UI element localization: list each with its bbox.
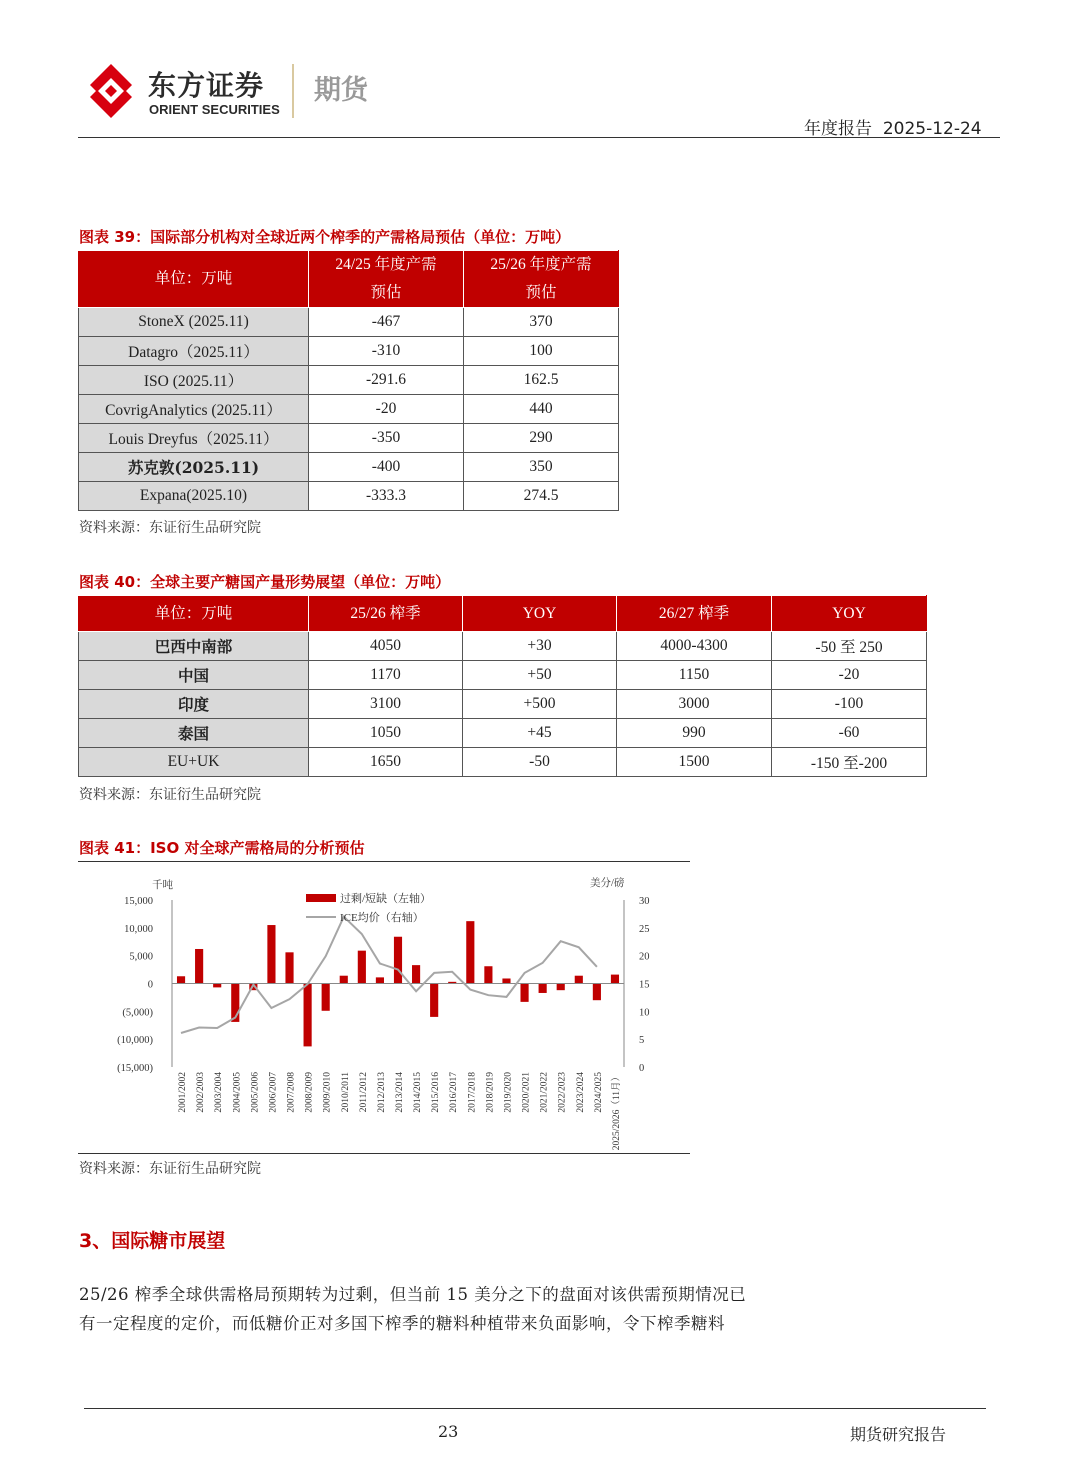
- table-row: [79, 661, 927, 690]
- x-tick-label: 2018/2019: [485, 1072, 496, 1113]
- division-label: 期货: [314, 75, 368, 106]
- right-tick-label: 30: [639, 896, 650, 907]
- fig40-header-cell: 26/27 榨季: [617, 596, 772, 632]
- left-tick-label: 0: [147, 979, 153, 991]
- x-tick-label: 2019/2020: [503, 1072, 514, 1113]
- footer-rule: [84, 1408, 986, 1409]
- row-label: ISO (2025.11）: [79, 366, 309, 395]
- row-label: 中国: [79, 661, 309, 690]
- report-date: 2025-12-24: [882, 119, 982, 139]
- x-tick-label: 2022/2023: [557, 1072, 568, 1113]
- table-row: [79, 337, 619, 366]
- bar-surplus-deficit: [322, 984, 330, 1011]
- row-label: 巴西中南部: [79, 632, 309, 661]
- bar-surplus-deficit: [213, 984, 221, 988]
- cell: -333.3: [309, 482, 464, 511]
- cell: 162.5: [464, 366, 619, 395]
- cell: 100: [464, 337, 619, 366]
- fig40-source: 资料来源：东证衍生品研究院: [79, 787, 261, 803]
- x-tick-label: 2004/2005: [232, 1072, 243, 1113]
- bar-surplus-deficit: [267, 925, 275, 983]
- cell: 4050: [309, 632, 463, 661]
- report-type-label: 年度报告: [804, 119, 872, 139]
- company-name-en: ORIENT SECURITIES: [149, 102, 280, 117]
- left-tick-label: (15,000): [117, 1063, 153, 1074]
- fig39-header-cell: 25/26 年度产需 预估: [464, 251, 619, 308]
- bar-surplus-deficit: [304, 984, 312, 1047]
- right-tick-label: 5: [639, 1035, 645, 1047]
- bar-surplus-deficit: [520, 984, 528, 1002]
- legend-bar-swatch: [306, 894, 336, 902]
- left-axis-unit: 千吨: [152, 880, 173, 891]
- cell: -350: [309, 424, 464, 453]
- fig40-header-cell: 单位：万吨: [79, 596, 309, 632]
- cell: 290: [464, 424, 619, 453]
- x-tick-label: 2014/2015: [413, 1072, 424, 1113]
- cell: -291.6: [309, 366, 464, 395]
- bar-surplus-deficit: [593, 984, 601, 1001]
- line-ice-price: [181, 917, 597, 1033]
- table-row: [79, 308, 619, 337]
- cell: 1050: [309, 719, 463, 748]
- bar-surplus-deficit: [466, 921, 474, 983]
- bar-surplus-deficit: [177, 976, 185, 983]
- bar-surplus-deficit: [340, 976, 348, 984]
- cell: +50: [463, 661, 617, 690]
- bar-surplus-deficit: [484, 966, 492, 983]
- right-tick-label: 15: [639, 979, 650, 991]
- row-label: Louis Dreyfus（2025.11）: [79, 424, 309, 453]
- legend-bar-label: 过剩/短缺（左轴）: [340, 893, 432, 905]
- row-label: 印度: [79, 690, 309, 719]
- fig40-header-cell: 25/26 榨季: [309, 596, 463, 632]
- left-tick-label: 5,000: [129, 951, 153, 963]
- row-label: Datagro（2025.11）: [79, 337, 309, 366]
- fig39-source: 资料来源：东证衍生品研究院: [79, 520, 261, 536]
- x-tick-label: 2015/2016: [431, 1072, 442, 1113]
- bar-surplus-deficit: [557, 984, 565, 991]
- x-tick-label: 2024/2025: [593, 1072, 604, 1113]
- fig41-title: 图表 41：ISO 对全球产需格局的分析预估: [79, 839, 365, 857]
- bar-surplus-deficit: [195, 949, 203, 984]
- x-tick-label: 2025/2026（11月）: [611, 1072, 622, 1151]
- fig39-header-cell: 24/25 年度产需 预估: [309, 251, 464, 308]
- row-label: 泰国: [79, 719, 309, 748]
- table-row: [79, 395, 619, 424]
- x-tick-label: 2006/2007: [268, 1072, 279, 1113]
- bar-surplus-deficit: [376, 977, 384, 983]
- legend-line-label: ICE均价（右轴）: [340, 912, 424, 924]
- cell: 274.5: [464, 482, 619, 511]
- right-tick-label: 0: [639, 1063, 645, 1074]
- x-tick-label: 2020/2021: [521, 1072, 532, 1113]
- bar-surplus-deficit: [412, 965, 420, 983]
- cell: 1150: [617, 661, 772, 690]
- x-tick-label: 2009/2010: [322, 1072, 333, 1113]
- fig40-header-cell: YOY: [772, 596, 927, 632]
- cell: -467: [309, 308, 464, 337]
- cell: -50 至 250: [772, 632, 927, 661]
- table-row: [79, 632, 927, 661]
- x-tick-label: 2012/2013: [376, 1072, 387, 1113]
- cell: 1650: [309, 748, 463, 777]
- company-name-cn: 东方证券: [148, 69, 265, 102]
- cell: -20: [309, 395, 464, 424]
- x-tick-label: 2005/2006: [250, 1072, 261, 1113]
- fig41-chart: [78, 864, 690, 1154]
- x-tick-label: 2016/2017: [449, 1072, 460, 1113]
- section-heading: 3、国际糖市展望: [79, 1230, 226, 1252]
- table-row: [79, 366, 619, 395]
- x-tick-label: 2021/2022: [539, 1072, 550, 1113]
- left-tick-label: 10,000: [124, 923, 153, 935]
- table-row: [79, 748, 927, 777]
- table-row: [79, 690, 927, 719]
- cell: 440: [464, 395, 619, 424]
- cell: 3100: [309, 690, 463, 719]
- fig39-table: [78, 250, 619, 511]
- bar-surplus-deficit: [394, 937, 402, 984]
- table-row: [79, 482, 619, 511]
- cell: -20: [772, 661, 927, 690]
- paragraph-line: 有一定程度的定价，而低糖价正对多国下榨季的糖料种植带来负面影响，令下榨季糖料: [79, 1314, 725, 1333]
- row-label: StoneX (2025.11): [79, 308, 309, 337]
- bar-surplus-deficit: [611, 975, 619, 984]
- table-row: [79, 424, 619, 453]
- fig41-top-rule: [78, 861, 690, 862]
- report-type: [804, 114, 982, 139]
- header-rule: [78, 137, 1000, 138]
- cell: -100: [772, 690, 927, 719]
- bar-surplus-deficit: [285, 952, 293, 983]
- bar-surplus-deficit: [539, 984, 547, 993]
- right-tick-label: 20: [639, 951, 650, 963]
- left-tick-label: (10,000): [117, 1035, 153, 1047]
- cell: -400: [309, 453, 464, 482]
- fig41-bottom-rule: [78, 1153, 690, 1154]
- cell: 990: [617, 719, 772, 748]
- cell: +45: [463, 719, 617, 748]
- x-tick-label: 2010/2011: [340, 1072, 351, 1113]
- left-tick-label: 15,000: [124, 896, 153, 907]
- fig39-header-cell: 单位：万吨: [79, 251, 309, 308]
- fig39-title: 图表 39：国际部分机构对全球近两个榨季的产需格局预估（单位：万吨）: [79, 228, 571, 246]
- right-axis-unit: 美分/磅: [590, 878, 625, 889]
- x-tick-label: 2017/2018: [467, 1072, 478, 1113]
- cell: 350: [464, 453, 619, 482]
- paragraph-line: 25/26 榨季全球供需格局预期转为过剩，但当前 15 美分之下的盘面对该供需预期情况已: [79, 1285, 747, 1304]
- bar-surplus-deficit: [502, 978, 510, 983]
- cell: +30: [463, 632, 617, 661]
- table-row: [79, 719, 927, 748]
- header-divider: [292, 64, 294, 118]
- cell: 1500: [617, 748, 772, 777]
- cell: -150 至-200: [772, 748, 927, 777]
- x-tick-label: 2023/2024: [575, 1072, 586, 1113]
- cell: 4000-4300: [617, 632, 772, 661]
- bar-surplus-deficit: [430, 984, 438, 1017]
- cell: -310: [309, 337, 464, 366]
- orient-logo-icon: [84, 62, 138, 120]
- cell: 1170: [309, 661, 463, 690]
- fig40-header-cell: YOY: [463, 596, 617, 632]
- fig40-table: [78, 595, 927, 777]
- right-tick-label: 25: [639, 923, 650, 935]
- x-tick-label: 2003/2004: [214, 1072, 225, 1113]
- x-tick-label: 2008/2009: [304, 1072, 315, 1113]
- table-row: [79, 453, 619, 482]
- row-label: Expana(2025.10): [79, 482, 309, 511]
- cell: -50: [463, 748, 617, 777]
- x-tick-label: 2013/2014: [395, 1072, 405, 1113]
- footer-label: 期货研究报告: [850, 1425, 947, 1444]
- row-label: CovrigAnalytics (2025.11）: [79, 395, 309, 424]
- left-tick-label: (5,000): [122, 1007, 153, 1019]
- x-tick-label: 2001/2002: [178, 1072, 189, 1113]
- right-tick-label: 10: [639, 1007, 650, 1019]
- cell: 370: [464, 308, 619, 337]
- x-tick-label: 2002/2003: [196, 1072, 207, 1113]
- row-label: EU+UK: [79, 748, 309, 777]
- cell: +500: [463, 690, 617, 719]
- fig40-title: 图表 40：全球主要产糖国产量形势展望（单位：万吨）: [79, 573, 451, 591]
- row-label: 苏克敦(2025.11): [79, 453, 309, 482]
- bar-surplus-deficit: [358, 951, 366, 984]
- cell: -60: [772, 719, 927, 748]
- bar-surplus-deficit: [575, 976, 583, 984]
- cell: 3000: [617, 690, 772, 719]
- page-number: 23: [438, 1422, 459, 1441]
- x-tick-label: 2007/2008: [286, 1072, 297, 1113]
- fig41-source: 资料来源：东证衍生品研究院: [79, 1161, 261, 1177]
- x-tick-label: 2011/2012: [358, 1072, 369, 1113]
